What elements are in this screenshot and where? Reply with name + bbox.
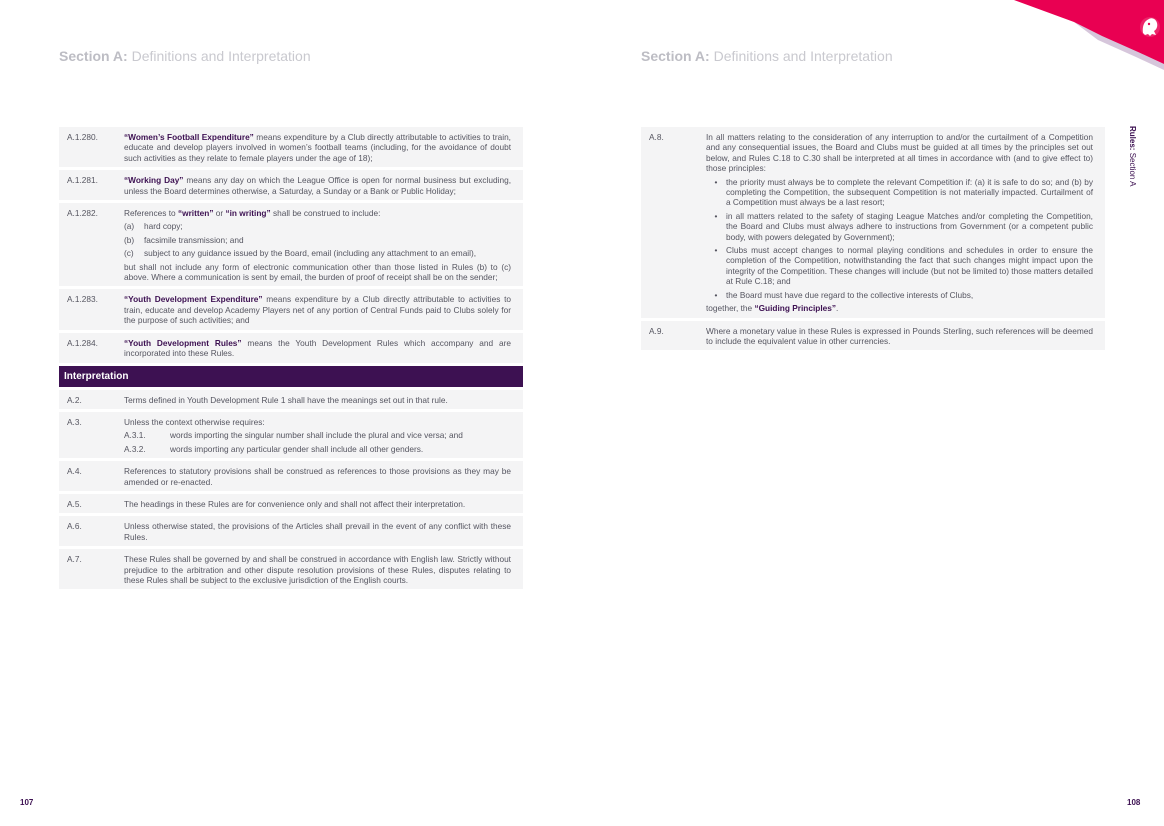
bullet-text: Clubs must accept changes to normal playing conditions and schedules in order to ensure the completion of the Competition, notwithstanding the fact that such changes might impact upon the integrity of the Competition. These changes will include (but not be limited to) those matters detailed at Rule C.18; and [726, 245, 1093, 287]
rule-number: A.8. [649, 132, 664, 142]
left-page-header [59, 48, 311, 64]
page-number-left: 107 [20, 798, 34, 807]
rule-text [124, 175, 511, 196]
sub-clause-text: words importing any particular gender shall include all other genders. [170, 443, 424, 454]
rule-number: A.1.280. [67, 132, 98, 142]
rule-number: A.2. [67, 394, 82, 405]
rule-number: A.6. [67, 521, 82, 532]
intro-text: References to [124, 208, 178, 219]
bullet-icon: • [714, 176, 718, 187]
premier-league-lion-logo [1140, 17, 1160, 37]
together-line [706, 303, 1093, 313]
definition-text: means expenditure by a Club directly attributable to activities to train, educate and develop Academy Players net of any portion of Central Funds paid to Clubs solely for the purpose of such activities; and [124, 294, 511, 326]
side-section-label [1128, 126, 1137, 187]
interpretation-heading: Interpretation [59, 366, 523, 387]
side-label-text: Section A [1128, 152, 1137, 187]
rule-text [124, 417, 511, 454]
rule-text [124, 294, 511, 325]
bullet-text: the Board must have due regard to the collective interests of Clubs, [726, 289, 974, 300]
rule-text: The headings in these Rules are for convenience only and shall not affect their interpretation. [124, 498, 466, 509]
rule-text: These Rules shall be governed by and shall be construed in accordance with English law. Strictly without prejudice to the arbitration and other dispute resolution provisions of these Rules, disputes relating to these Rules shall be subject to the exclusive jurisdiction of the English courts. [124, 554, 511, 585]
rule-text [124, 338, 511, 359]
right-page-header [641, 48, 893, 64]
rule-text: Where a monetary value in these Rules is expressed in Pounds Sterling, such references will be deemed to include the equivalent value in other currencies. [706, 325, 1093, 346]
sub-clause-label: A.3.1. [124, 430, 146, 441]
rule-number: A.1.282. [67, 208, 98, 219]
rule-row [59, 549, 523, 589]
defined-term: “Youth Development Expenditure” [124, 294, 263, 305]
bullet-item [706, 290, 1093, 300]
rule-number: A.9. [649, 325, 664, 336]
bullet-icon: • [714, 210, 718, 221]
intro-text: or [213, 208, 226, 219]
intro-text: Unless the context otherwise requires: [124, 416, 265, 427]
right-page-rules [641, 127, 1105, 353]
rule-text: Unless otherwise stated, the provisions of the Articles shall prevail in the event of any conflict with these Rules. [124, 521, 511, 542]
sub-clause [124, 444, 511, 454]
defined-term: “in writing” [225, 208, 271, 219]
rule-row [59, 494, 523, 513]
together-text: . [836, 303, 839, 314]
rule-row [59, 170, 523, 200]
sub-clause-label: A.3.2. [124, 443, 146, 454]
defined-term: “written” [177, 208, 214, 219]
definition-text: means any day on which the League Office is open for normal business but excluding, unless the Board determines otherwise, a Saturday, a Sunday or a Bank or Public Holiday; [124, 175, 511, 196]
header-section-label: Section A: [641, 48, 710, 64]
sub-clause [124, 248, 511, 258]
sub-clause [124, 235, 511, 245]
defined-term: “Guiding Principles” [754, 303, 837, 314]
corner-brand-ribbon [1014, 0, 1164, 70]
bullet-text: the priority must always be to complete the relevant Competition if: (a) it is safe to do so; and (b) by completing the Competition, the subsequent Competition is not materially impacted. Curtailment of a Competition must always be a last resort; [726, 176, 1093, 208]
intro-text: shall be construed to include: [270, 208, 381, 219]
rule-row [59, 390, 523, 409]
rule-row [59, 461, 523, 491]
bullet-icon: • [714, 289, 718, 300]
rule-row [641, 127, 1105, 318]
definition-text: means the Youth Development Rules which accompany and are incorporated into these Rules. [124, 337, 511, 359]
rule-row [59, 333, 523, 363]
bullet-item [706, 245, 1093, 287]
together-text: together, the [706, 303, 755, 314]
bullet-item [706, 211, 1093, 242]
header-section-label: Section A: [59, 48, 128, 64]
rule-number: A.1.284. [67, 337, 98, 348]
sub-clause [124, 430, 511, 440]
rule-number: A.4. [67, 466, 82, 477]
rule-number: A.5. [67, 498, 82, 509]
rule-number: A.1.283. [67, 294, 98, 305]
header-section-title: Definitions and Interpretation [131, 48, 311, 64]
bullet-text: in all matters related to the safety of staging League Matches and/or completing the Competition, the Board and Clubs must always adhere to instructions from Government (or a competent public body, with powers delegated by Government); [726, 210, 1093, 242]
rule-text [124, 132, 511, 163]
defined-term: “Women’s Football Expenditure” [124, 132, 254, 142]
header-section-title: Definitions and Interpretation [713, 48, 893, 64]
defined-term: “Youth Development Rules” [124, 337, 242, 348]
page-number-right: 108 [1127, 798, 1141, 807]
sub-clause-text: words importing the singular number shall include the plural and vice versa; and [170, 430, 463, 441]
rule-text [706, 132, 1093, 314]
rule-row [59, 127, 523, 167]
sub-clause [124, 221, 511, 231]
rule-text: References to statutory provisions shall be construed as references to those provisions as they may be amended or re-enacted. [124, 466, 511, 487]
sub-clause-label: (c) [124, 248, 134, 259]
sub-clause-label: (b) [124, 234, 135, 245]
bullet-icon: • [714, 245, 718, 256]
rule-text [124, 208, 511, 282]
rule-text: Terms defined in Youth Development Rule 1 shall have the meanings set out in that rule. [124, 394, 448, 405]
definition-text: means expenditure by a Club directly attributable to activities to train, educate and develop players involved in women’s football teams (including, for the avoidance of doubt such activities as they relate to female players under the age of 18); [124, 132, 511, 163]
rule-number: A.7. [67, 554, 82, 565]
bullet-item [706, 177, 1093, 208]
sub-clause-text: subject to any guidance issued by the Board, email (including any attachment to an email), [144, 248, 477, 259]
rule-row [59, 203, 523, 286]
sub-clause-text: hard copy; [144, 221, 183, 232]
sub-clause-text: facsimile transmission; and [144, 234, 244, 245]
sub-clause-label: (a) [124, 221, 135, 232]
rule-row [641, 321, 1105, 351]
intro-text: In all matters relating to the consideration of any interruption to and/or the curtailment of a Competition and any consequential issues, the Board and Clubs must be guided at all times by the principles set out below, and Rules C.18 to C.30 shall be interpreted at all times in accordance with (and to give effect to) those principles: [706, 132, 1093, 174]
rule-number: A.1.281. [67, 175, 98, 186]
rule-row [59, 412, 523, 458]
rule-row [59, 289, 523, 329]
rule-tail-text: but shall not include any form of electronic communication other than those listed in Rules (b) to (c) above. Where a communication is sent by email, the burden of proof of receipt shall be on the sender; [124, 261, 511, 283]
rule-number: A.3. [67, 416, 82, 427]
side-label-bold: Rules: [1128, 126, 1137, 151]
defined-term: “Working Day” [124, 175, 184, 186]
left-page-rules [59, 127, 523, 592]
rule-row [59, 516, 523, 546]
